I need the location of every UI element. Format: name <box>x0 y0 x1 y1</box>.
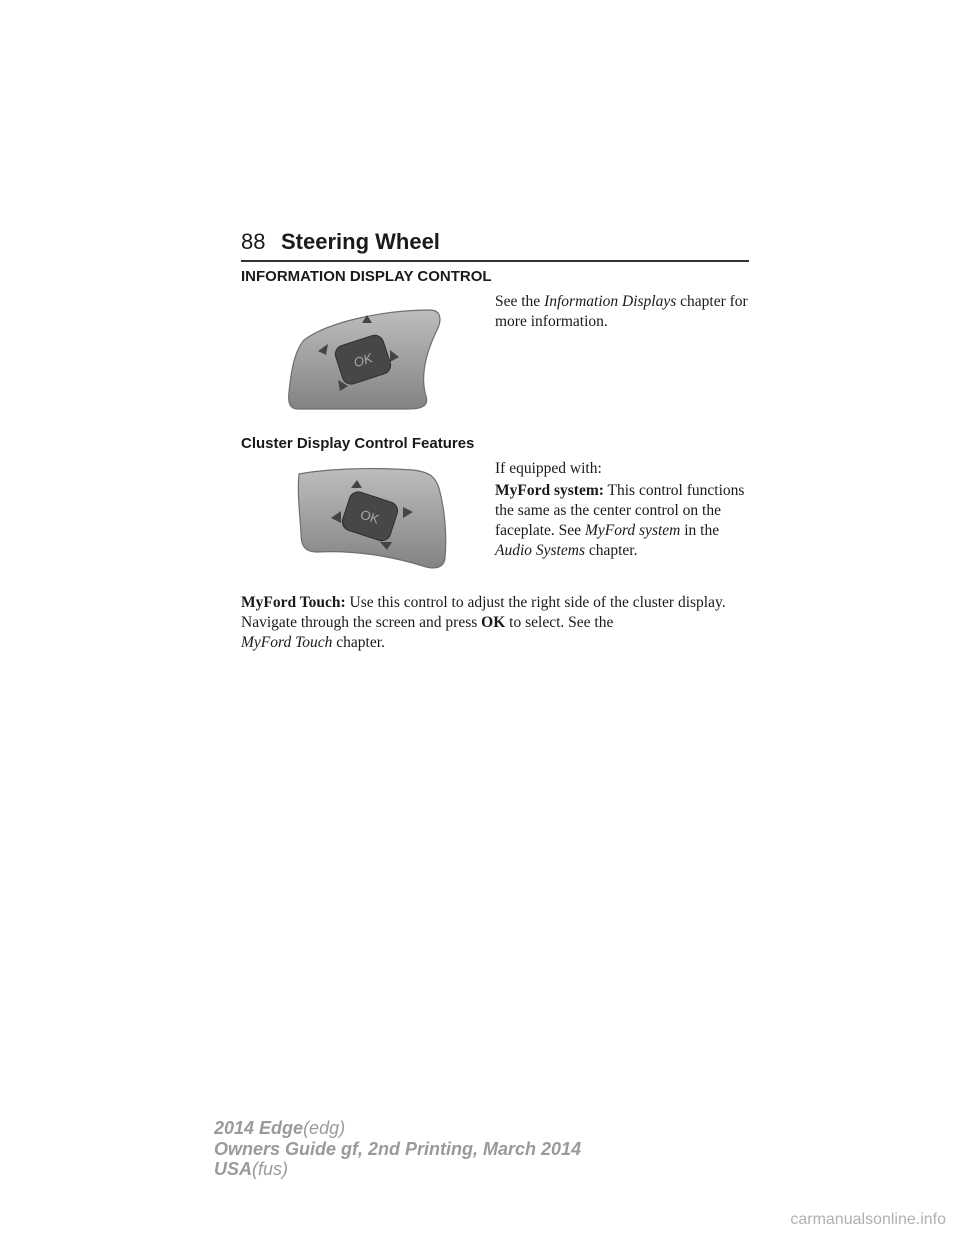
control-pad-illustration <box>295 466 449 570</box>
myford-touch-end: chapter. <box>336 634 385 651</box>
footer-market-name: USA <box>214 1159 253 1179</box>
myford-touch-text-1: Use this control to adjust the right side of the cluster display. Navigate through the screen and press <box>241 594 726 631</box>
footer-market-code: (fus) <box>252 1159 289 1179</box>
section-heading-cluster-display: Cluster Display Control Features <box>241 435 475 452</box>
myford-touch-text-2: to select. See the <box>509 614 614 631</box>
footer-guide-info: Owners Guide gf, 2nd Printing, March 2014 <box>214 1139 582 1159</box>
myford-touch-paragraph <box>241 593 749 653</box>
footer-model-code: (edg) <box>303 1118 346 1138</box>
if-equipped-text: If equipped with: <box>495 460 602 477</box>
myford-system-paragraph <box>495 481 749 561</box>
watermark-text: carmanualsonline.info <box>790 1211 946 1228</box>
ok-button-reference: OK <box>481 614 506 631</box>
information-displays-reference: Information Displays <box>544 293 677 310</box>
myford-system-end: chapter. <box>588 542 638 559</box>
myford-system-reference: MyFord system <box>584 522 681 539</box>
information-display-paragraph <box>495 292 749 332</box>
myford-system-label: MyFord system: <box>495 482 604 499</box>
footer-model <box>214 1118 345 1139</box>
section-heading-information-display-control: INFORMATION DISPLAY CONTROL <box>241 268 492 285</box>
footer-model-name: 2014 Edge <box>214 1118 304 1138</box>
control-pad-illustration <box>288 306 442 410</box>
para-suffix: chapter for more information. <box>495 293 748 330</box>
ok-control-pad-image-2 <box>295 466 449 570</box>
myford-system-text: This control functions the same as the center control on the faceplate. See <box>495 482 745 539</box>
page-title: Steering Wheel <box>281 229 440 254</box>
myford-system-mid: in the <box>684 522 720 539</box>
myford-touch-label: MyFord Touch: <box>241 594 346 611</box>
myford-touch-reference: MyFord Touch <box>241 634 333 651</box>
para-prefix: See the <box>495 293 541 310</box>
page-number: 88 <box>241 229 266 254</box>
footer-market <box>214 1159 288 1180</box>
ok-control-pad-image-1 <box>288 306 442 410</box>
header-rule <box>241 260 749 262</box>
ok-label: OK <box>351 350 375 371</box>
ok-label: OK <box>358 506 382 527</box>
audio-systems-reference: Audio Systems <box>495 542 585 559</box>
